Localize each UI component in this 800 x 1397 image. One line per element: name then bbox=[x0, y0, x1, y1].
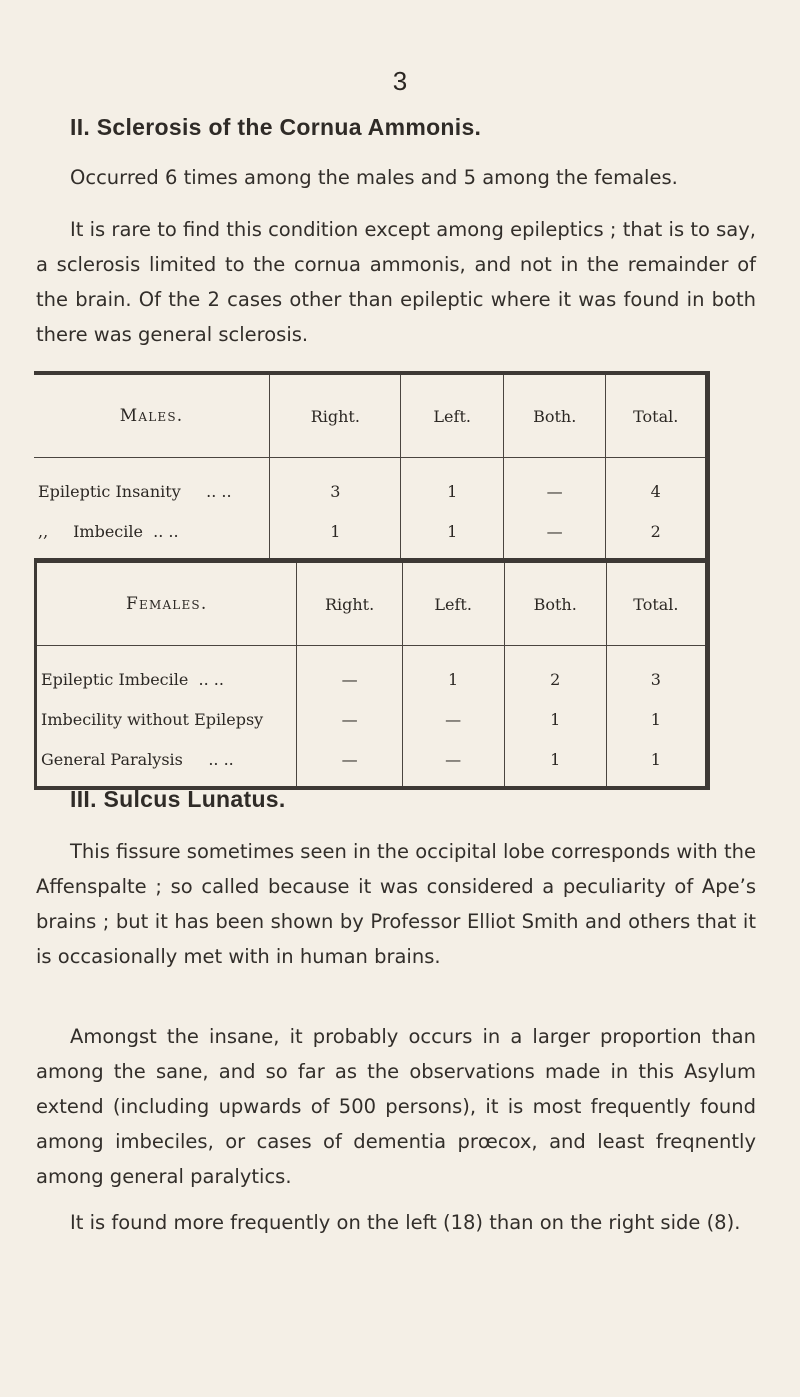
col-total-header: Total. bbox=[606, 561, 707, 646]
cell-left: 1 bbox=[401, 458, 503, 512]
col-left-header: Left. bbox=[402, 561, 504, 646]
males-table-header bbox=[34, 373, 708, 458]
col-left-header: Left. bbox=[401, 373, 503, 458]
col-right-header: Right. bbox=[297, 561, 402, 646]
cell-total: 4 bbox=[606, 458, 708, 512]
table-row bbox=[34, 511, 708, 560]
cell-total: 3 bbox=[606, 646, 707, 700]
col-both-header: Both. bbox=[504, 561, 606, 646]
row-label: Epileptic Insanity .. .. bbox=[38, 481, 232, 501]
table-row bbox=[36, 699, 708, 739]
cell-right: 1 bbox=[270, 511, 401, 560]
col-total-header: Total. bbox=[606, 373, 708, 458]
cell-right: 3 bbox=[270, 458, 401, 512]
col-both-header: Both. bbox=[503, 373, 606, 458]
cell-both: — bbox=[503, 458, 606, 512]
table-row bbox=[34, 458, 708, 512]
section-heading-sclerosis: II. Sclerosis of the Cornua Ammonis. bbox=[70, 114, 482, 140]
section-heading-sulcus-lunatus: III. Sulcus Lunatus. bbox=[70, 786, 286, 812]
cell-left: — bbox=[402, 739, 504, 788]
cell-total: 2 bbox=[606, 511, 708, 560]
cell-left: 1 bbox=[402, 646, 504, 700]
table-row bbox=[36, 646, 708, 700]
paragraph-occurrence: Occurred 6 times among the males and 5 among the females. bbox=[70, 166, 678, 189]
females-table bbox=[34, 559, 710, 790]
paragraph-insane-proportion: Amongst the insane, it probably occurs in a larger proportion than among the sane, and so far as the observations made in this Asylum extend (including upwards of 500 persons), it is most frequently found among imbeciles, or cases of dementia prœcox, and least freqnently among general paralytics. bbox=[36, 1025, 756, 1188]
cell-right: — bbox=[297, 646, 402, 700]
cell-left: — bbox=[402, 699, 504, 739]
females-header: Females. bbox=[36, 561, 297, 646]
cell-both: 2 bbox=[504, 646, 606, 700]
row-label: ,, Imbecile .. .. bbox=[38, 521, 179, 541]
cell-left: 1 bbox=[401, 511, 503, 560]
row-label: Epileptic Imbecile .. .. bbox=[41, 669, 224, 689]
paragraph-rarity: It is rare to find this condition except among epileptics ; that is to say, a sclerosis limited to the cornua ammonis, and not in the remainder of the brain. Of the 2 cases other than epileptic where it was found in both there was general sclerosis. bbox=[36, 218, 756, 346]
cell-right: — bbox=[297, 739, 402, 788]
paragraph-fissure: This fissure sometimes seen in the occipital lobe corresponds with the Affenspalte ; so called because it was considered a peculiarity of Ape’s brains ; but it has been shown by Professor Elliot Smith and others that it is occasionally met with in human brains. bbox=[36, 840, 756, 968]
males-table bbox=[34, 371, 710, 562]
col-right-header: Right. bbox=[270, 373, 401, 458]
cell-total: 1 bbox=[606, 699, 707, 739]
females-table-header bbox=[36, 561, 708, 646]
page-number: 3 bbox=[392, 66, 408, 96]
cell-total: 1 bbox=[606, 739, 707, 788]
cell-both: 1 bbox=[504, 699, 606, 739]
row-label: General Paralysis .. .. bbox=[41, 749, 234, 769]
row-label: Imbecility without Epilepsy bbox=[41, 709, 264, 729]
cell-both: — bbox=[503, 511, 606, 560]
paragraph-left-right: It is found more frequently on the left (18) than on the right side (8). bbox=[70, 1211, 741, 1234]
table-row bbox=[36, 739, 708, 788]
cell-right: — bbox=[297, 699, 402, 739]
males-header: Males. bbox=[34, 373, 270, 458]
cell-both: 1 bbox=[504, 739, 606, 788]
